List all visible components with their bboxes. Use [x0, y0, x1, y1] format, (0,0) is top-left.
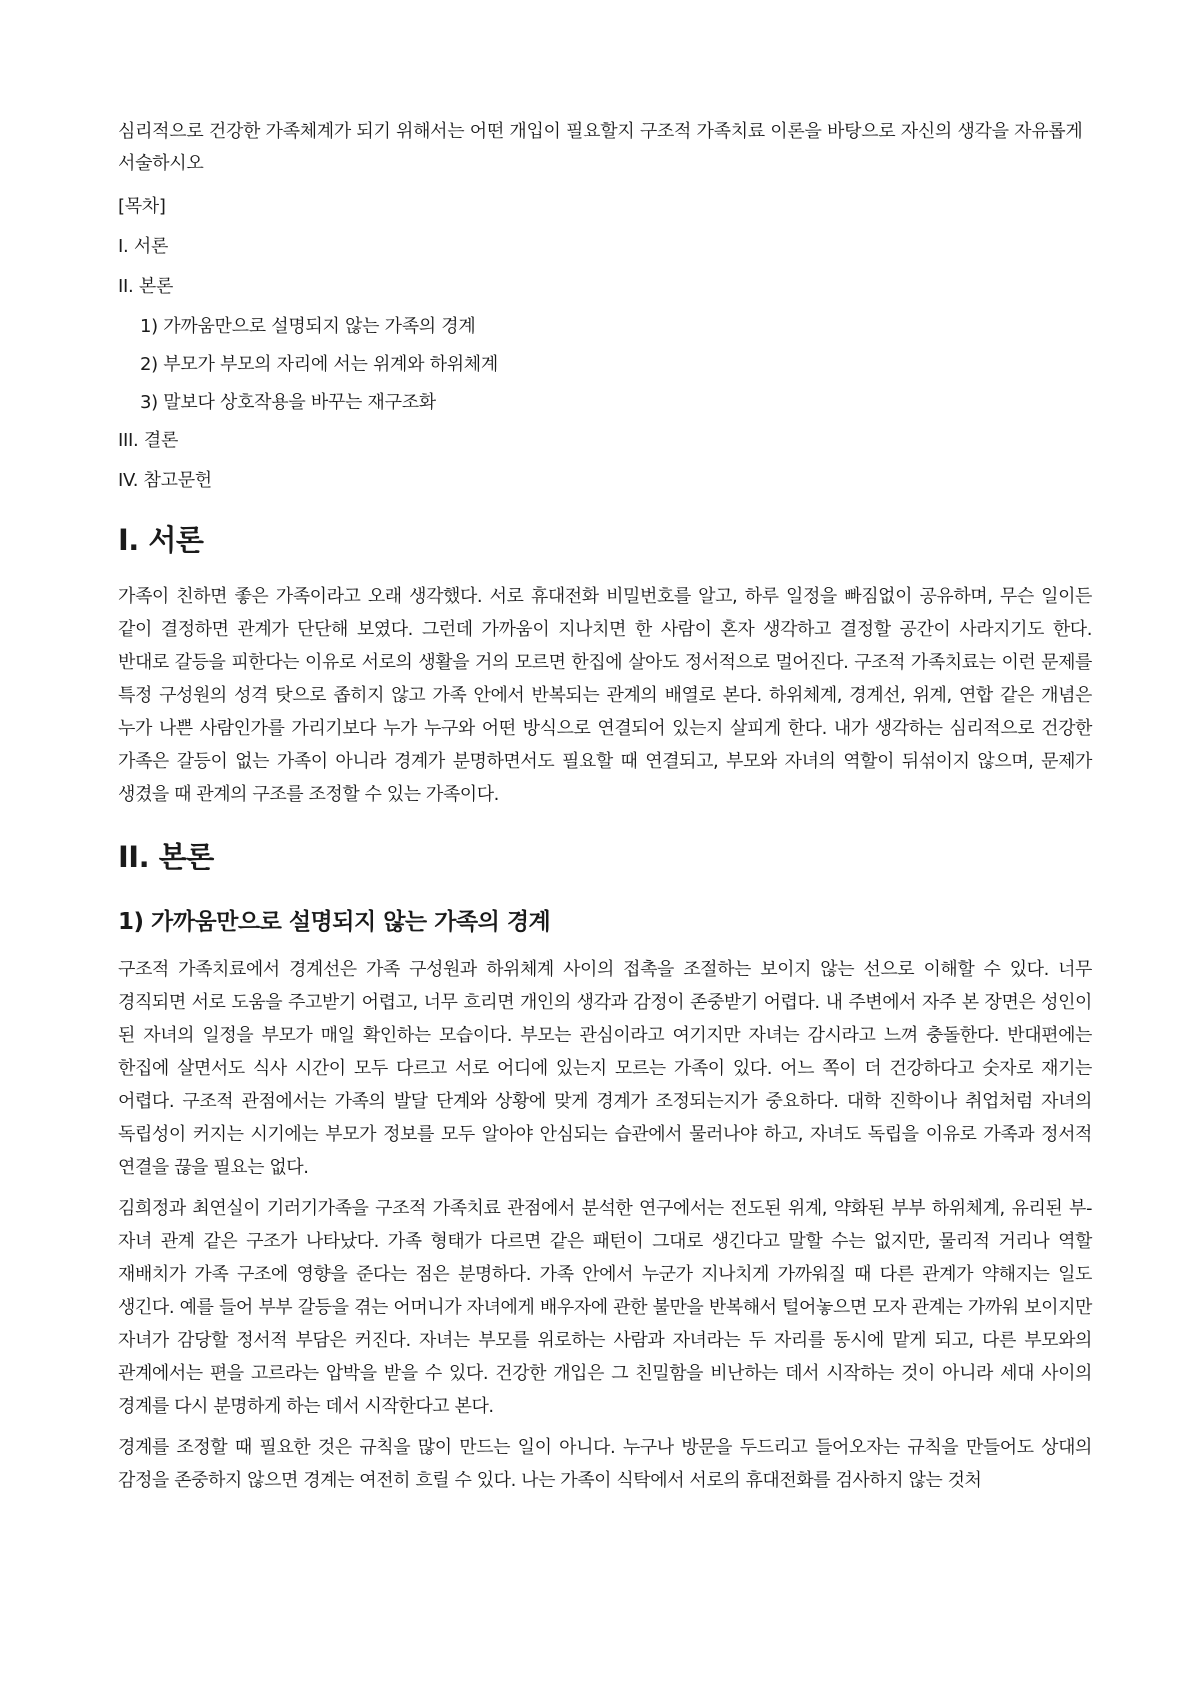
section-heading-intro: I. 서론	[118, 523, 204, 557]
toc-item-body: II. 본론	[118, 276, 174, 297]
toc-heading: [목차]	[118, 196, 166, 217]
intro-paragraph: 가족이 친하면 좋은 가족이라고 오래 생각했다. 서로 휴대전화 비밀번호를 알고, 하루 일정을 빠짐없이 공유하며, 무슨 일이든 같이 결정하면 관계가 단단해 보였다. 그런데 가까움이 지나치면 한 사람이 혼자 생각하고 결정할 공간이 사라지기도 한다. 반대로 갈등을 피한다는 이유로 서로의 생활을 거의 모르면 한집에 살아도 정서적으로 멀어진다. 구조적 가족치료는 이런 문제를 특정 구성원의 성격 탓으로 좁히지 않고 가족 안에서 반복되는 관계의 배열로 본다. 하위체계, 경계선, 위계, 연합 같은 개념은 누가 나쁜 사람인가를 가리기보다 누가 누구와 어떤 방식으로 연결되어 있는지 살피게 한다. 내가 생각하는 심리적으로 건강한 가족은 갈등이 없는 가족이 아니라 경계가 분명하면서도 필요할 때 연결되고, 부모와 자녀의 역할이 뒤섞이지 않으며, 문제가 생겼을 때 관계의 구조를 조정할 수 있는 가족이다.	[118, 586, 1092, 805]
toc-item-body-2: 2) 부모가 부모의 자리에 서는 위계와 하위체계	[140, 354, 498, 375]
toc-item-conclusion: III. 결론	[118, 430, 179, 451]
assignment-prompt: 심리적으로 건강한 가족체계가 되기 위해서는 어떤 개입이 필요할지 구조적 가족치료 이론을 바탕으로 자신의 생각을 자유롭게 서술하시오	[118, 121, 1083, 174]
body-paragraph: 경계를 조정할 때 필요한 것은 규칙을 많이 만드는 일이 아니다. 누구나 방문을 두드리고 들어오자는 규칙을 만들어도 상대의 감정을 존중하지 않으면 경계는 여전히 흐릴 수 있다. 나는 가족이 식탁에서 서로의 휴대전화를 검사하지 않는 것처	[118, 1437, 1092, 1491]
section-heading-body: II. 본론	[118, 840, 214, 874]
toc-item-body-1: 1) 가까움만으로 설명되지 않는 가족의 경계	[140, 316, 476, 337]
body-paragraph: 김희정과 최연실이 기러기가족을 구조적 가족치료 관점에서 분석한 연구에서는 전도된 위계, 약화된 부부 하위체계, 유리된 부-자녀 관계 같은 구조가 나타났다. 가족 형태가 다르면 같은 패턴이 그대로 생긴다고 말할 수는 없지만, 물리적 거리나 역할 재배치가 가족 구조에 영향을 준다는 점은 분명하다. 가족 안에서 누군가 지나치게 가까워질 때 다른 관계가 약해지는 일도 생긴다. 예를 들어 부부 갈등을 겪는 어머니가 자녀에게 배우자에 관한 불만을 반복해서 털어놓으면 모자 관계는 가까워 보이지만 자녀가 감당할 정서적 부담은 커진다. 자녀는 부모를 위로하는 사람과 자녀라는 두 자리를 동시에 맡게 되고, 다른 부모와의 관계에서는 편을 고르라는 압박을 받을 수 있다. 건강한 개입은 그 친밀함을 비난하는 데서 시작하는 것이 아니라 세대 사이의 경계를 다시 분명하게 하는 데서 시작한다고 본다.	[118, 1198, 1092, 1417]
toc-item-body-3: 3) 말보다 상호작용을 바꾸는 재구조화	[140, 392, 436, 413]
subsection-heading-boundaries: 1) 가까움만으로 설명되지 않는 가족의 경계	[118, 909, 551, 935]
table-of-contents	[118, 194, 1092, 494]
body-paragraph: 구조적 가족치료에서 경계선은 가족 구성원과 하위체계 사이의 접촉을 조절하는 보이지 않는 선으로 이해할 수 있다. 너무 경직되면 서로 도움을 주고받기 어렵고, 너무 흐리면 개인의 생각과 감정이 존중받기 어렵다. 내 주변에서 자주 본 장면은 성인이 된 자녀의 일정을 부모가 매일 확인하는 모습이다. 부모는 관심이라고 여기지만 자녀는 감시라고 느껴 충돌한다. 반대편에는 한집에 살면서도 식사 시간이 모두 다르고 서로 어디에 있는지 모르는 가족이 있다. 어느 쪽이 더 건강하다고 숫자로 재기는 어렵다. 구조적 관점에서는 가족의 발달 단계와 상황에 맞게 경계가 조정되는지가 중요하다. 대학 진학이나 취업처럼 자녀의 독립성이 커지는 시기에는 부모가 정보를 모두 알아야 안심되는 습관에서 물러나야 하고, 자녀도 독립을 이유로 가족과 정서적 연결을 끊을 필요는 없다.	[118, 959, 1092, 1178]
toc-item-references: IV. 참고문헌	[118, 470, 212, 491]
toc-item-intro: I. 서론	[118, 236, 169, 257]
